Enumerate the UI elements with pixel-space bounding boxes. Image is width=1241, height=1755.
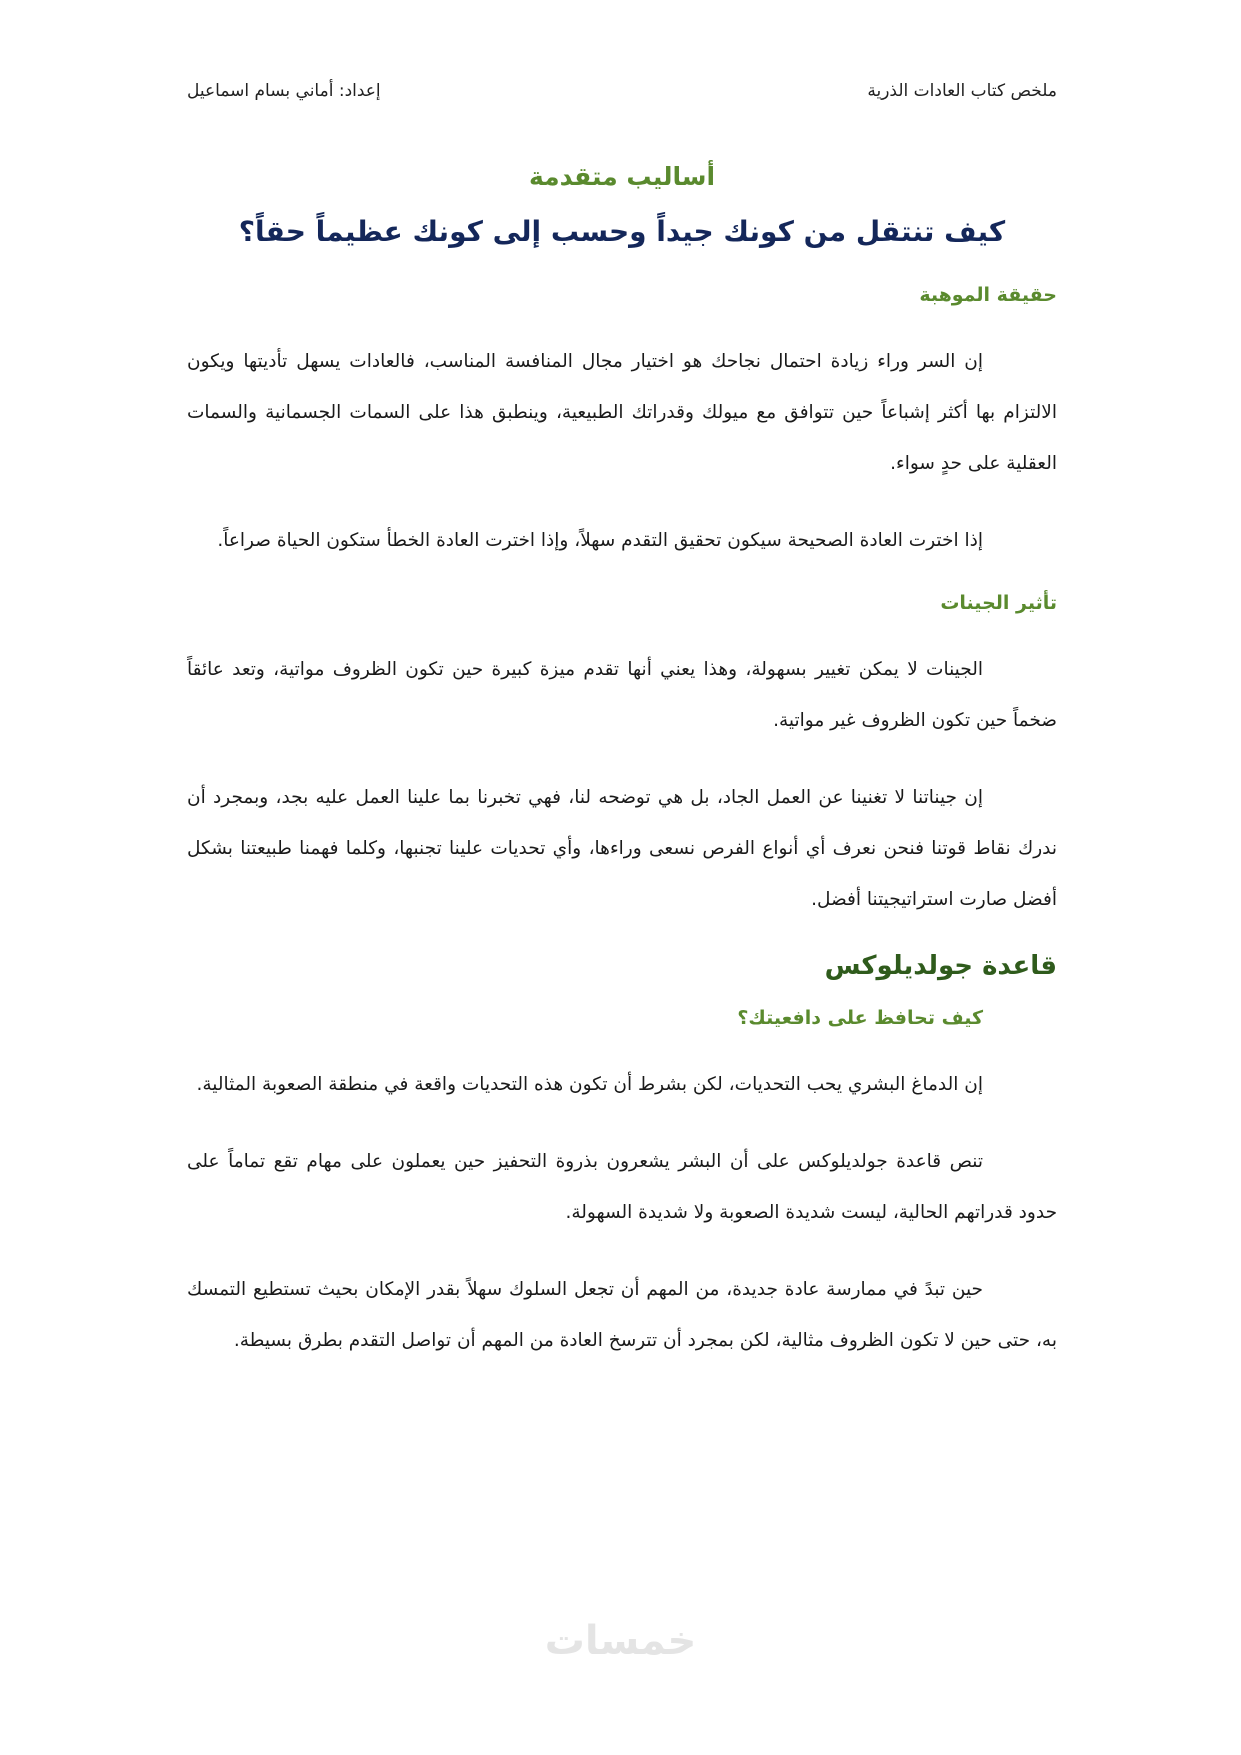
watermark-logo: خمسات — [544, 1618, 697, 1664]
motivation-subheading: كيف تحافظ على دافعيتك؟ — [737, 1007, 983, 1029]
genes-heading: تأثير الجينات — [940, 592, 1057, 614]
genes-paragraph-2: إن جيناتنا لا تغنينا عن العمل الجاد، بل هي توضحه لنا، فهي تخبرنا بما علينا العمل عليه بجد، وبمجرد أن ندرك نقاط قوتنا فنحن نعرف أي أنواع الفرص نسعى وراءها، وأي تحديات علينا تجنبها، وكلما فهمنا طبيعتنا بشكل أفضل صارت استراتيجيتنا أفضل. — [187, 787, 1057, 910]
author-credit: إعداد: أماني بسام اسماعيل — [187, 81, 381, 101]
running-header — [187, 76, 1057, 106]
book-title: ملخص كتاب العادات الذرية — [867, 81, 1057, 101]
main-question-heading: كيف تنتقل من كونك جيداً وحسب إلى كونك عظيماً حقاً؟ — [238, 215, 1006, 248]
talent-paragraph-1: إن السر وراء زيادة احتمال نجاحك هو اختيار مجال المنافسة المناسب، فالعادات يسهل تأديتها ويكون الالتزام بها أكثر إشباعاً حين تتوافق مع ميولك وقدراتك الطبيعية، وينطبق هذا على السمات الجسمانية والسمات العقلية على حدٍ سواء. — [187, 351, 1057, 474]
genes-paragraph-1: الجينات لا يمكن تغيير بسهولة، وهذا يعني أنها تقدم ميزة كبيرة حين تكون الظروف مواتية، وتعد عائقاً ضخماً حين تكون الظروف غير مواتية. — [187, 659, 1057, 731]
section-title: أساليب متقدمة — [528, 162, 716, 191]
talent-heading: حقيقة الموهبة — [919, 284, 1057, 306]
goldilocks-heading: قاعدة جولديلوكس — [824, 951, 1057, 981]
goldilocks-paragraph-2: تنص قاعدة جولديلوكس على أن البشر يشعرون بذروة التحفيز حين يعملون على مهام تقع تماماً على حدود قدراتهم الحالية، ليست شديدة الصعوبة ولا شديدة السهولة. — [187, 1151, 1057, 1223]
goldilocks-paragraph-3: حين تبدً في ممارسة عادة جديدة، من المهم أن تجعل السلوك سهلاً بقدر الإمكان بحيث تستطيع التمسك به، حتى حين لا تكون الظروف مثالية، لكن بمجرد أن تترسخ العادة من المهم أن تواصل التقدم بطرق بسيطة. — [187, 1279, 1057, 1351]
page-content — [187, 150, 1057, 1392]
talent-paragraph-2: إذا اخترت العادة الصحيحة سيكون تحقيق التقدم سهلاً، وإذا اخترت العادة الخطأ ستكون الحياة صراعاً. — [217, 530, 983, 551]
goldilocks-paragraph-1: إن الدماغ البشري يحب التحديات، لكن بشرط أن تكون هذه التحديات واقعة في منطقة الصعوبة المثالية. — [196, 1074, 983, 1095]
